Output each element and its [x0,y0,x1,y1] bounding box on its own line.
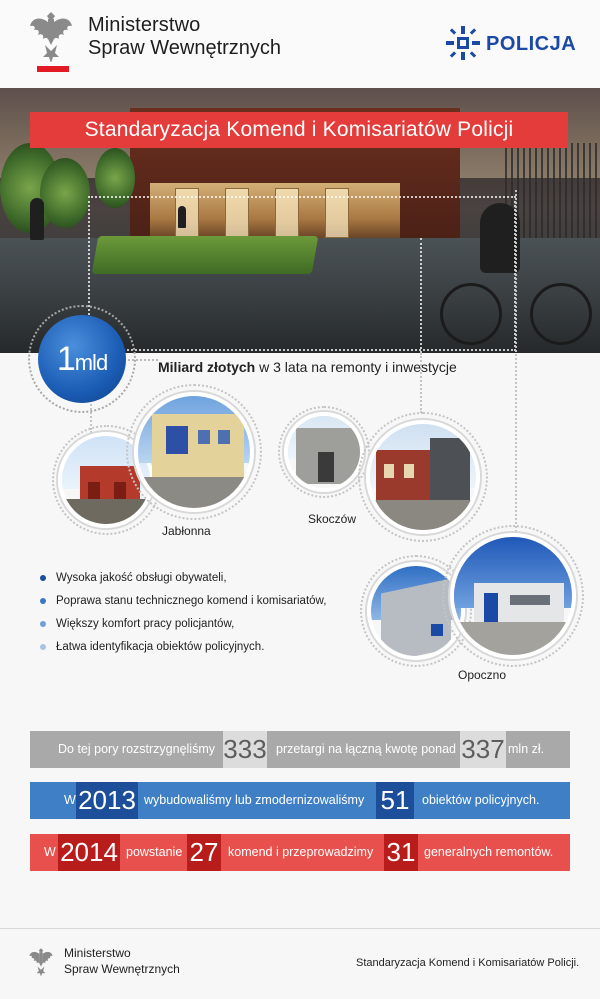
highlight-unit: mld [74,350,108,375]
stat-number: 2014 [58,834,120,871]
hero-pedestrian [30,198,44,240]
eagle-accent-bar [37,66,69,72]
stat-text: komend i przeprowadzimy [228,845,374,859]
photo-window [198,430,210,444]
highlight-circle [38,315,126,403]
list-item-text: Łatwa identyfikacja obiektów policyjnych. [56,641,265,653]
list-item [38,616,326,639]
connector-line [515,190,517,540]
footer-eagle-icon [28,946,54,976]
photo-ground [454,622,572,655]
stat-bar-2013 [30,782,570,819]
stat-text: W [64,793,76,807]
photo-window [166,426,188,454]
hero-dotted-line [420,238,422,353]
photo-opoczno-front [450,533,576,659]
stat-bar-tenders [30,731,570,768]
footer-ministry-line2: Spraw Wewnętrznych [64,962,180,976]
stat-number: 31 [384,834,418,871]
policja-logo-text: POLICJA [486,33,577,55]
photo-skoczow-new-building [366,420,480,534]
photo-building [430,438,470,510]
photo-sign [431,624,443,636]
stat-number: 333 [223,731,267,768]
place-label-skoczow: Skoczów [308,512,357,526]
bullet-dot-icon [40,598,46,604]
place-label-opoczno: Opoczno [458,668,507,682]
photo-jablonna-police-station [134,392,254,512]
photo-ground [370,500,476,530]
header [0,0,600,88]
photo-door [318,452,334,482]
footer-divider [0,928,600,929]
list-item [38,570,326,593]
benefits-list [38,570,326,662]
hero-bike-wheel [530,283,592,345]
photo-ground [138,477,250,508]
highlight-number: 1 [56,340,75,378]
stat-number: 27 [187,834,221,871]
photo-window [510,595,550,605]
stat-number: 337 [460,731,506,768]
stat-number: 2013 [76,782,138,819]
stat-text: W [44,845,56,859]
footer-campaign-title: Standaryzacja Komend i Komisariatów Policji. [356,957,580,969]
place-label-jablonna: Jabłonna [162,524,211,538]
hero-title: Standaryzacja Komend i Komisariatów Policji [30,112,568,148]
photo-window [384,464,394,478]
list-item-text: Wysoka jakość obsługi obywateli, [56,572,227,584]
photo-ground [62,499,150,524]
highlight-caption-rest: w 3 lata na remonty i inwestycje [255,359,457,375]
stat-text: Do tej pory rozstrzygnęliśmy [58,742,215,756]
eagle-emblem-icon [28,8,74,62]
stat-number: 51 [376,782,414,819]
photo-window [218,430,230,444]
stat-text: przetargi na łączną kwotę ponad [276,742,456,756]
ministry-name-line2: Spraw Wewnętrznych [88,37,282,59]
stat-bar-2014 [30,834,570,871]
photo-building [381,579,451,660]
highlight-connector [128,359,158,361]
stat-text: wybudowaliśmy lub zmodernizowaliśmy [144,793,365,807]
list-item-text: Większy komfort pracy policjantów, [56,618,235,630]
bullet-dot-icon [40,644,46,650]
police-star-icon [446,26,480,60]
footer-ministry-line1: Ministerstwo [64,946,131,960]
hero-dotted-frame [88,196,516,351]
ministry-name-line1: Ministerstwo [88,14,201,36]
list-item [38,639,326,662]
photo-window [484,593,498,623]
stat-text: powstanie [126,845,183,859]
stat-text: obiektów policyjnych. [422,793,540,807]
hero-tree [40,158,90,228]
highlight-caption-bold: Miliard złotych [158,359,256,375]
photo-skoczow-old-building [284,412,364,492]
stat-text: mln zł. [508,742,545,756]
list-item-text: Poprawa stanu technicznego komend i komisariatów, [56,595,327,607]
list-item [38,593,326,616]
highlight-caption [158,359,457,375]
photo-window [404,464,414,478]
stat-text: generalnych remontów. [424,845,554,859]
bullet-dot-icon [40,575,46,581]
bullet-dot-icon [40,621,46,627]
